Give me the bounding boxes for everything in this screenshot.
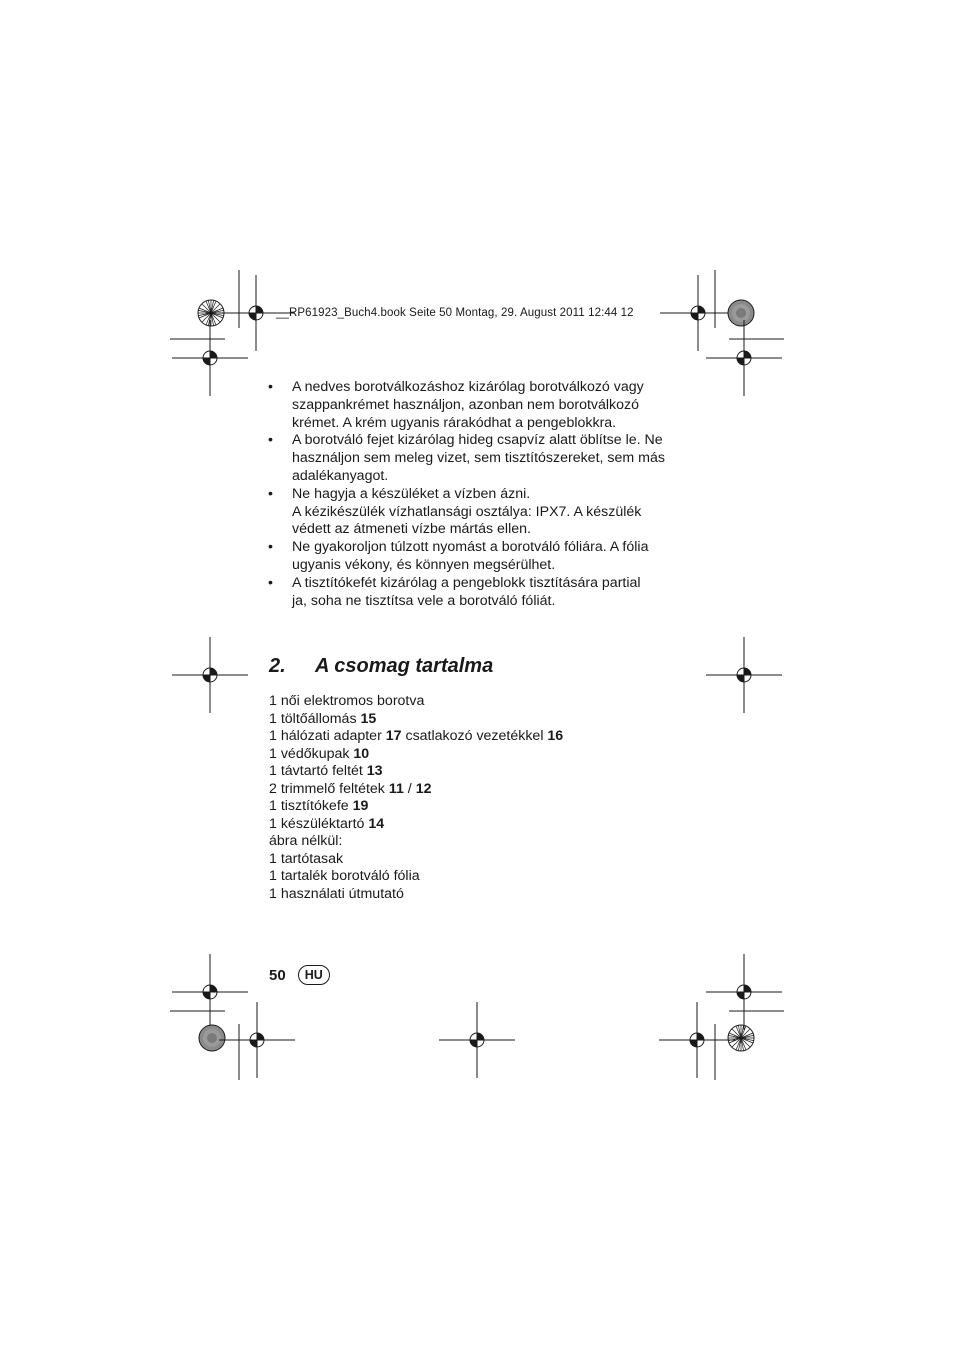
- figure-ref: 10: [353, 745, 370, 762]
- package-contents-list: [269, 693, 563, 903]
- list-item: • Ne hagyja a készüléket a vízben ázni. A kézikészülék vízhatlansági osztálya: IPX7. A készülék védett az átmeneti vízbe mártás ellen.: [268, 485, 642, 538]
- list-item: 1 távtartó feltét 13: [269, 763, 383, 779]
- list-item: 2 trimmelő feltétek 11 / 12: [269, 780, 432, 797]
- list-item: 1 töltőállomás 15: [269, 710, 377, 727]
- list-item: 1 tisztítókefe 19: [269, 798, 369, 814]
- page-number: 50: [269, 966, 286, 984]
- figure-ref: 14: [368, 815, 385, 832]
- figure-ref: 12: [415, 780, 432, 797]
- list-item: • A tisztítókefét kizárólag a pengeblokk tisztítására partial ja, soha ne tisztítsa vele a borotváló fóliát.: [268, 574, 641, 609]
- safety-bullet-list: [268, 379, 688, 610]
- print-header: __RP61923_Buch4.book Seite 50 Montag, 29. August 2011 12:44 12: [276, 307, 634, 319]
- list-item: 1 védőkupak 10: [269, 745, 370, 762]
- language-badge: HU: [298, 965, 330, 985]
- list-item: 1 készüléktartó 14: [269, 815, 385, 832]
- list-item: 1 tartalék borotváló fólia: [269, 868, 420, 884]
- list-item: • Ne gyakoroljon túlzott nyomást a borotváló fóliára. A fólia ugyanis vékony, és könnyen megsérülhet.: [268, 539, 649, 573]
- list-item: • A borotváló fejet kizárólag hideg csapvíz alatt öblítse le. Ne használjon sem meleg vizet, sem tisztítószereket, sem más adalékanyagot.: [268, 432, 665, 484]
- figure-ref: 11: [388, 780, 404, 797]
- list-item: 1 hálózati adapter 17 csatlakozó vezetékkel 16: [269, 728, 564, 744]
- list-item: 1 tartótasak: [269, 850, 344, 867]
- figure-ref: 15: [360, 710, 377, 727]
- figure-ref: 16: [547, 728, 564, 744]
- list-item: 1 használati útmutató: [269, 885, 404, 902]
- page-footer: [269, 965, 330, 985]
- list-item: 1 női elektromos borotva: [269, 693, 425, 709]
- list-item: ábra nélkül:: [269, 833, 343, 849]
- figure-ref: 19: [352, 798, 369, 814]
- figure-ref: 17: [385, 728, 402, 744]
- section-title: A csomag tartalma: [315, 655, 494, 677]
- section-heading: [269, 655, 493, 678]
- figure-ref: 13: [366, 763, 383, 779]
- section-number: 2.: [269, 655, 286, 677]
- list-item: • A nedves borotválkozáshoz kizárólag borotválkozó vagy szappankrémet használjon, azonban nem borotválkozó krémet. A krém ugyanis rárakódhat a pengeblokkra.: [268, 379, 644, 431]
